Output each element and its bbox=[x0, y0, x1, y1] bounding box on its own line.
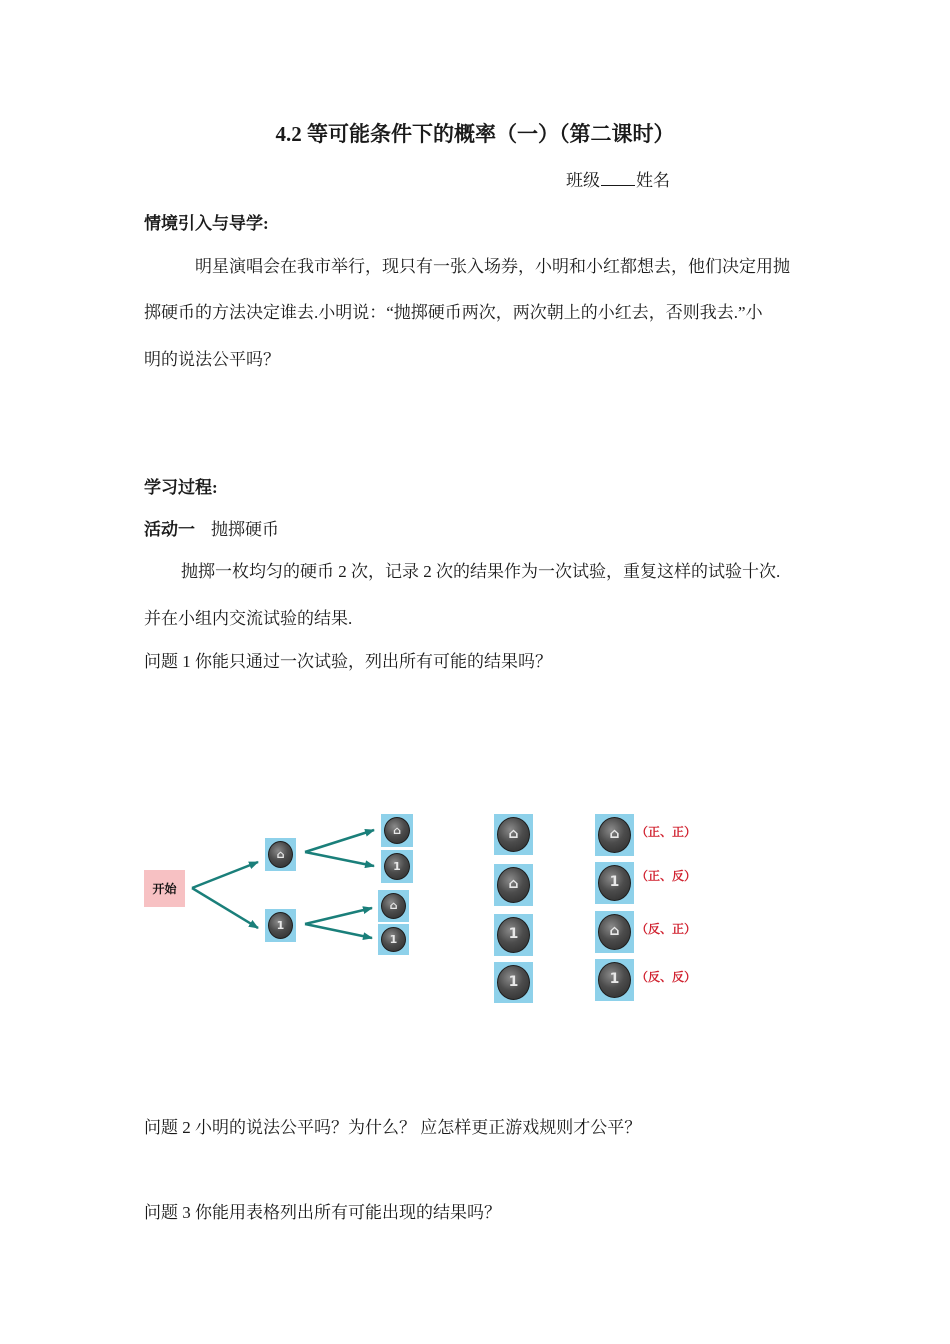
outcome-label-ht: （正、反） bbox=[636, 869, 697, 883]
coin-heads-icon: ⌂ bbox=[494, 864, 533, 906]
coin-heads-icon: ⌂ bbox=[595, 814, 634, 856]
question-1: 问题 1 你能只通过一次试验，列出所有可能的结果吗？ bbox=[144, 652, 552, 671]
coin-tails-icon: 1 bbox=[381, 850, 413, 883]
intro-line-1: 明星演唱会在我市举行，现只有一张入场券，小明和小红都想去，他们决定用抛 bbox=[195, 257, 790, 276]
outcome-label-hh: （正、正） bbox=[636, 825, 697, 839]
activity-name: 抛掷硬币 bbox=[211, 520, 279, 539]
coin-tails-icon: 1 bbox=[378, 924, 409, 955]
arrow-heads-to-heads bbox=[305, 830, 374, 852]
coin-heads-icon: ⌂ bbox=[595, 911, 634, 953]
coin-heads-icon: ⌂ bbox=[381, 814, 413, 847]
arrow-start-to-heads bbox=[192, 862, 258, 888]
coin-tails-icon: 1 bbox=[494, 914, 533, 956]
intro-heading: 情境引入与导学: bbox=[144, 214, 269, 233]
coin-tails-icon: 1 bbox=[595, 959, 634, 1001]
intro-line-3: 明的说法公平吗？ bbox=[144, 350, 280, 369]
coin-heads-icon: ⌂ bbox=[494, 814, 533, 855]
coin-heads-icon: ⌂ bbox=[265, 838, 296, 871]
question-2: 问题 2 小明的说法公平吗？为什么？ 应怎样更正游戏规则才公平？ bbox=[144, 1118, 642, 1137]
activity-line-2: 并在小组内交流试验的结果. bbox=[144, 609, 353, 628]
coin-tails-icon: 1 bbox=[494, 962, 533, 1003]
page-title: 4.2 等可能条件下的概率（一）（第二课时） bbox=[275, 122, 675, 146]
outcome-label-th: （反、正） bbox=[636, 922, 697, 936]
start-box: 开始 bbox=[144, 870, 185, 907]
name-label: 姓名 bbox=[636, 171, 670, 190]
arrow-start-to-tails bbox=[192, 888, 258, 928]
arrow-tails-to-heads bbox=[305, 908, 372, 924]
activity-label: 活动一 bbox=[144, 520, 195, 539]
process-heading: 学习过程: bbox=[144, 478, 218, 497]
arrow-heads-to-tails bbox=[305, 852, 374, 866]
activity-line-1: 抛掷一枚均匀的硬币 2 次，记录 2 次的结果作为一次试验，重复这样的试验十次. bbox=[181, 562, 781, 581]
coin-heads-icon: ⌂ bbox=[378, 890, 409, 922]
coin-tails-icon: 1 bbox=[595, 862, 634, 904]
outcome-label-tt: （反、反） bbox=[636, 970, 697, 984]
coin-tails-icon: 1 bbox=[265, 909, 296, 942]
class-label: 班级 bbox=[566, 171, 600, 190]
question-3: 问题 3 你能用表格列出所有可能出现的结果吗？ bbox=[144, 1203, 501, 1222]
intro-line-2: 掷硬币的方法决定谁去.小明说：“抛掷硬币两次，两次朝上的小红去，否则我去.”小 bbox=[144, 303, 763, 322]
arrow-tails-to-tails bbox=[305, 924, 372, 938]
